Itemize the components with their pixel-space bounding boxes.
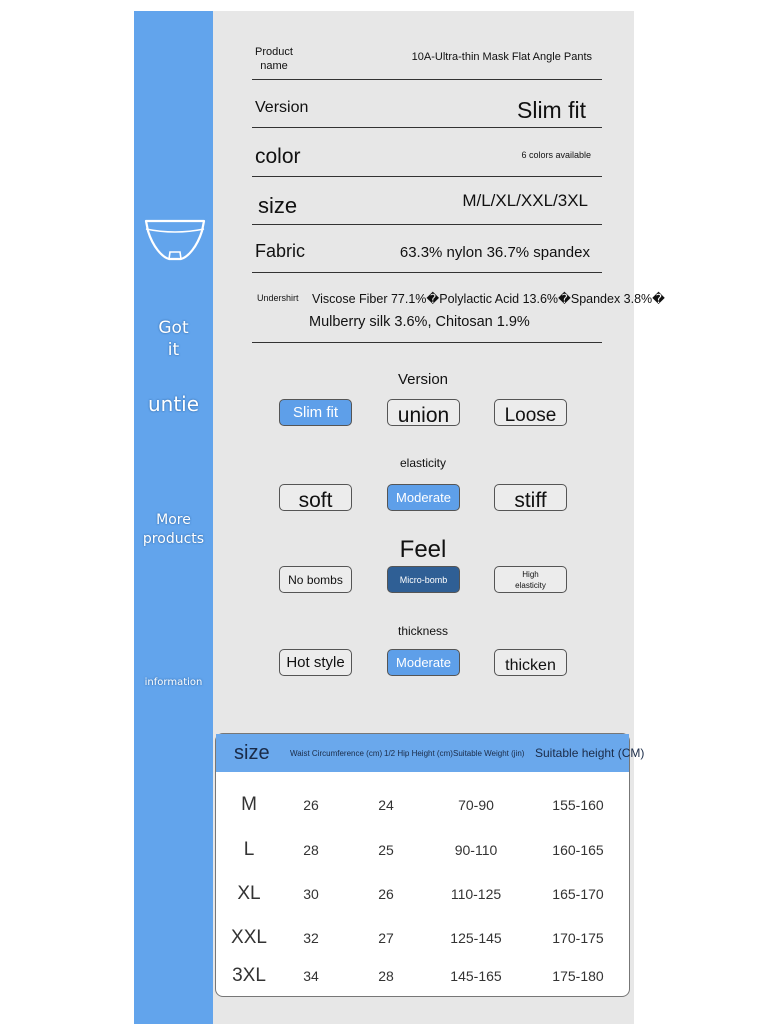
height-cell: 170-175 [552,930,604,946]
spec-row-size [252,177,602,225]
table-row [216,835,629,865]
hip-cell: 27 [378,930,394,946]
weight-cell: 145-165 [450,968,502,984]
option-thickness-hot-style[interactable]: Hot style [279,649,352,676]
underwear-icon [143,217,207,263]
hip-cell: 28 [378,968,394,984]
table-row [216,961,629,991]
color-label: color [255,145,301,168]
fabric-value: 63.3% nylon 36.7% spandex [399,244,590,261]
size-cell: 3XL [232,965,266,986]
hip-cell: 25 [378,842,394,858]
spec-row-product-name [252,40,602,80]
sidebar-untie[interactable]: untie [147,392,200,416]
undershirt-label: Undershirt [257,293,299,303]
option-thickness-thicken[interactable]: thicken [494,649,567,676]
size-cell: L [243,839,255,860]
header-hip: 1/2 Hip Height (cm) [384,748,453,758]
option-elasticity-moderate[interactable]: Moderate [387,484,460,511]
spec-row-fabric [252,225,602,273]
product-name-label: Product name [255,46,293,72]
header-size: size [234,741,270,764]
sidebar-more[interactable]: More [156,512,191,528]
size-cell: M [241,794,257,815]
option-elasticity-soft[interactable]: soft [279,484,352,511]
version-section-title: Version [397,371,449,388]
size-table-header [216,734,645,772]
sidebar-products[interactable]: products [142,531,205,547]
undershirt-line-1: Viscose Fiber 77.1%�Polylactic Acid 13.6%�Spandex 3.8%� [312,292,665,306]
size-value: M/L/XL/XXL/3XL [462,191,588,210]
weight-cell: 90-110 [454,842,498,858]
table-row [216,879,629,909]
waist-cell: 26 [303,797,319,813]
version-label: Version [255,99,309,116]
option-version-slim-fit[interactable]: Slim fit [279,399,352,426]
option-feel-high-elasticity[interactable]: High elasticity [494,566,567,593]
waist-cell: 28 [303,842,319,858]
fabric-label: Fabric [255,241,306,261]
height-cell: 160-165 [552,842,604,858]
waist-cell: 32 [303,930,319,946]
height-cell: 175-180 [552,968,604,984]
hip-cell: 26 [378,886,394,902]
feel-section-title: Feel [399,536,447,563]
color-value: 6 colors available [521,150,591,160]
size-label: size [258,193,298,218]
sidebar-information[interactable]: information [144,677,203,688]
thickness-section-title: thickness [397,624,449,638]
version-value: Slim fit [517,97,586,123]
option-elasticity-stiff[interactable]: stiff [494,484,567,511]
weight-cell: 70-90 [458,797,494,813]
header-waist: Waist Circumference (cm) [290,748,383,758]
height-cell: 165-170 [552,886,604,902]
size-table [215,733,645,997]
table-row [216,923,629,953]
option-feel-no-bombs[interactable]: No bombs [279,566,352,593]
option-feel-micro-bomb[interactable]: Micro-bomb [387,566,460,593]
size-cell: XXL [231,927,267,948]
product-name-value: 10A-Ultra-thin Mask Flat Angle Pants [411,51,592,63]
sidebar-it[interactable]: it [167,340,180,360]
option-thickness-moderate[interactable]: Moderate [387,649,460,676]
table-row [216,790,629,820]
header-weight: Suitable Weight (jin) [453,748,525,758]
option-version-loose[interactable]: Loose [494,399,567,426]
option-version-union[interactable]: union [387,399,460,426]
size-cell: XL [237,883,261,904]
spec-row-undershirt [252,273,665,343]
elasticity-section-title: elasticity [399,456,446,470]
sidebar-got[interactable]: Got [158,318,189,338]
spec-row-version [252,80,602,128]
height-cell: 155-160 [552,797,604,813]
waist-cell: 30 [303,886,319,902]
weight-cell: 125-145 [450,930,502,946]
weight-cell: 110-125 [450,886,502,902]
header-height: Suitable height (CM) [535,746,645,760]
waist-cell: 34 [303,968,319,984]
spec-row-color [252,128,602,177]
hip-cell: 24 [378,797,394,813]
undershirt-line-2: Mulberry silk 3.6%, Chitosan 1.9% [309,314,530,330]
